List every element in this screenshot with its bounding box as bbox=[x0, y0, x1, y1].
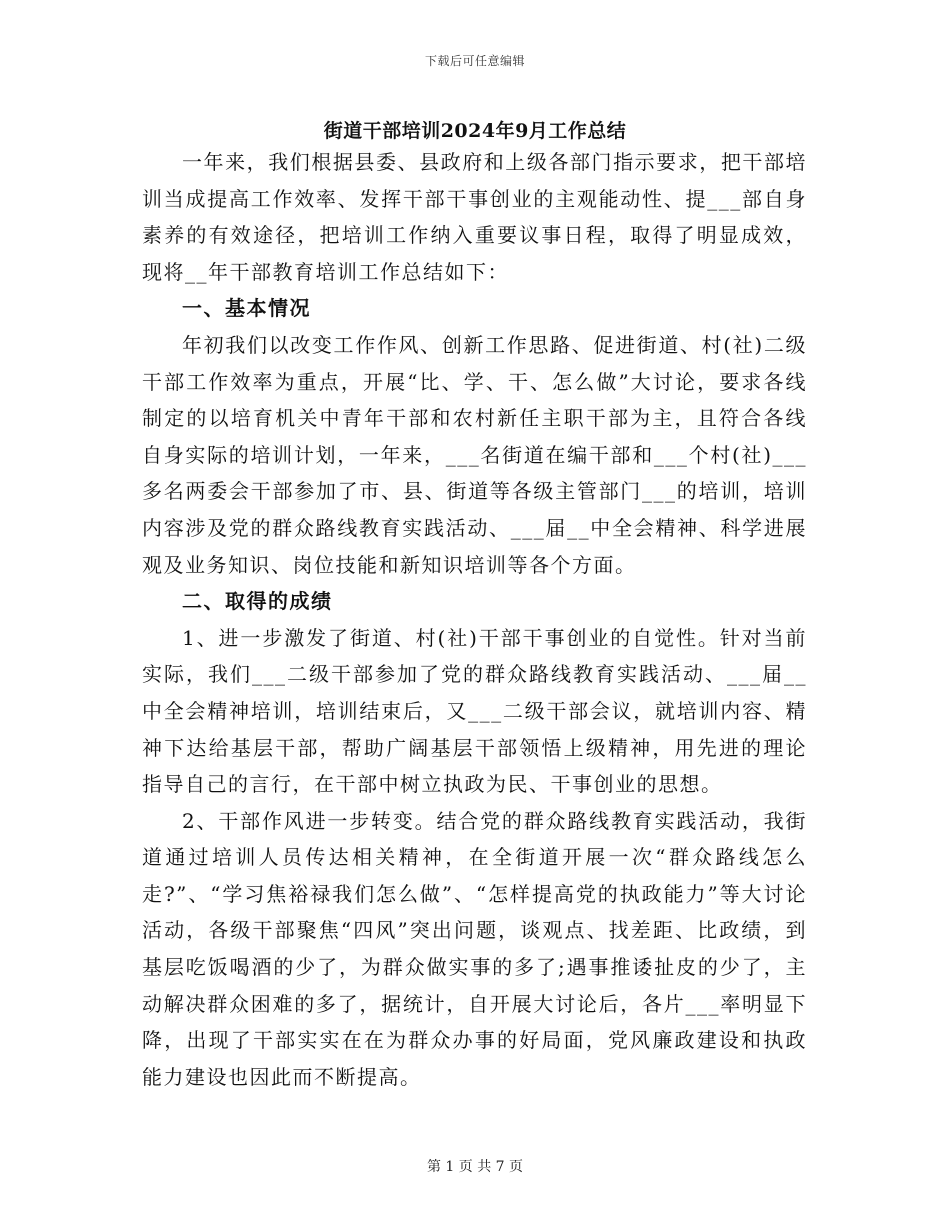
intro-paragraph: 一年来，我们根据县委、县政府和上级各部门指示要求，把干部培训当成提高工作效率、发挥干部干事创业的主观能动性、提___部自身素养的有效途径，把培训工作纳入重要议事日程，取得了明显成效，现将__年干部教育培训工作总结如下： bbox=[142, 150, 807, 284]
document-body bbox=[142, 144, 807, 1095]
achievement-paragraph-2: 2、干部作风进一步转变。结合党的群众路线教育实践活动，我街道通过培训人员传达相关精神，在全街道开展一次“群众路线怎么走?”、“学习焦裕禄我们怎么做”、“怎样提高党的执政能力”等大讨论活动，各级干部聚焦“四风”突出问题，谈观点、找差距、比政绩，到基层吃饭喝酒的少了，为群众做实事的多了;遇事推诿扯皮的少了，主动解决群众困难的多了，据统计，自开展大讨论后，各片___率明显下降，出现了干部实实在在为群众办事的好局面，党风廉政建设和执政能力建设也因此而不断提高。 bbox=[142, 808, 807, 1089]
basic-situation-paragraph: 年初我们以改变工作作风、创新工作思路、促进街道、村(社)二级干部工作效率为重点，开展“比、学、干、怎么做”大讨论，要求各线制定的以培育机关中青年干部和农村新任主职干部为主，且符合各线自身实际的培训计划，一年来，___名街道在编干部和___个村(社)___多名两委会干部参加了市、县、街道等各级主管部门___的培训，培训内容涉及党的群众路线教育实践活动、___届__中全会精神、科学进展观及业务知识、岗位技能和新知识培训等各个方面。 bbox=[142, 332, 807, 577]
section-heading-achievements: 二、取得的成绩 bbox=[182, 589, 333, 614]
page-number: 第 1 页 共 7 页 bbox=[426, 1159, 524, 1175]
section-heading-basic: 一、基本情况 bbox=[182, 296, 311, 321]
document-title: 街道干部培训2024年9月工作总结 bbox=[323, 120, 627, 142]
achievement-paragraph-1: 1、进一步激发了街道、村(社)干部干事创业的自觉性。针对当前实际，我们___二级干部参加了党的群众路线教育实践活动、___届__中全会精神培训，培训结束后，又___二级干部会议，就培训内容、精神下达给基层干部，帮助广阔基层干部领悟上级精神，用先进的理论指导自己的言行，在干部中树立执政为民、干事创业的思想。 bbox=[142, 625, 807, 797]
header-note: 下载后可任意编辑 bbox=[424, 54, 525, 68]
